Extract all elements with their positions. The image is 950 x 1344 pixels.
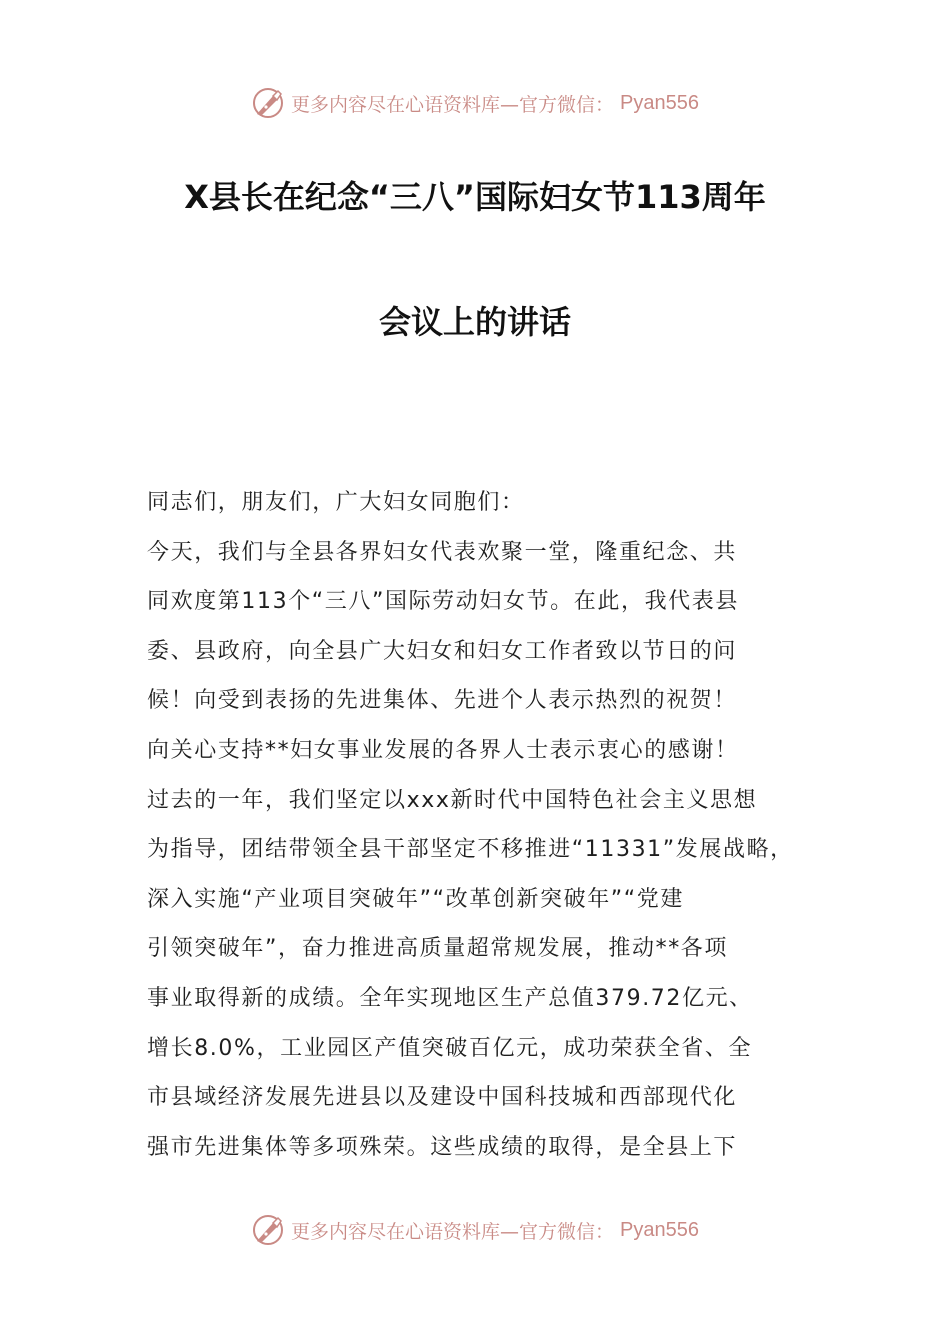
body-line: 强市先进集体等多项殊荣。这些成绩的取得，是全县上下 [147,1134,738,1160]
document-title-line-1: X县长在纪念“三八”国际妇女节113周年 [184,178,766,216]
body-line: 今天，我们与全县各界妇女代表欢聚一堂，隆重纪念、共 [147,539,738,565]
body-line: 候！向受到表扬的先进集体、先进个人表示热烈的祝贺！ [147,688,738,714]
body-line: 同志们，朋友们，广大妇女同胞们： [147,490,525,515]
speech-body [147,478,807,1172]
watermark-wechat-id: Pyan556 [620,1218,699,1241]
watermark-wechat-id: Pyan556 [620,91,699,114]
body-line: 事业取得新的成绩。全年实现地区生产总值379.72亿元、 [147,985,753,1011]
body-line: 委、县政府，向全县广大妇女和妇女工作者致以节日的问 [147,638,738,664]
body-line: 向关心支持**妇女事业发展的各界人士表示衷心的感谢！ [147,737,739,763]
watermark-banner-top [0,83,950,123]
body-line: 深入实施“产业项目突破年”“改革创新突破年”“党建 [147,886,684,912]
document-title-line-2: 会议上的讲话 [378,303,571,341]
body-line: 增长8.0%，工业园区产值突破百亿元，成功荣获全省、全 [147,1035,753,1061]
body-line: 为指导，团结带领全县干部坚定不移推进“11331”发展战略， [147,837,794,863]
pen-nib-logo-icon [251,86,285,120]
pen-nib-logo-icon [251,1213,285,1247]
body-line: 市县域经济发展先进县以及建设中国科技城和西部现代化 [147,1085,738,1111]
watermark-text: 更多内容尽在心语资料库—官方微信： [291,93,615,116]
body-line: 同欢度第113个“三八”国际劳动妇女节。在此，我代表县 [147,589,739,615]
body-line: 引领突破年”，奋力推进高质量超常规发展，推动**各项 [147,936,728,962]
watermark-banner-bottom [0,1210,950,1250]
body-line: 过去的一年，我们坚定以xxx新时代中国特色社会主义思想 [147,787,758,813]
watermark-text: 更多内容尽在心语资料库—官方微信： [291,1220,615,1243]
